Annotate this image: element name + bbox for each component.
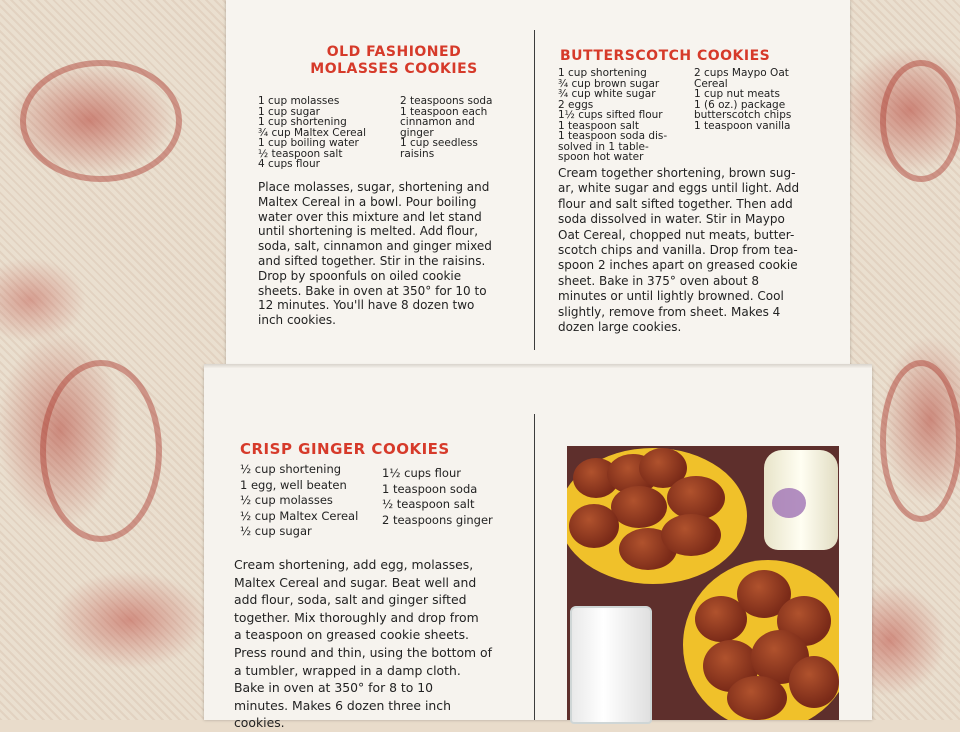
direction-line: a teaspoon on greased cookie sheets. xyxy=(234,627,469,643)
direction-line: add flour, soda, salt and ginger sifted xyxy=(234,592,467,608)
title-line: OLD FASHIONED xyxy=(326,44,462,60)
ingredient-line: raisins xyxy=(400,147,435,160)
butterscotch-ingredients-left xyxy=(558,68,667,163)
ingredient-line: solved in 1 table- xyxy=(558,140,649,153)
ingredient-line: ½ cup shortening xyxy=(240,462,342,476)
ingredient-line: 1½ cups flour xyxy=(382,466,461,480)
ingredient-line: 1 teaspoon vanilla xyxy=(694,119,791,132)
direction-line: Bake in oven at 350° for 8 to 10 xyxy=(234,680,434,696)
fabric-motif xyxy=(20,60,182,182)
butterscotch-recipe-title: BUTTERSCOTCH COOKIES xyxy=(560,48,771,64)
ingredient-line: ½ cup molasses xyxy=(240,493,333,507)
molasses-recipe-title xyxy=(300,44,488,78)
direction-line: scotch chips and vanilla. Drop from tea- xyxy=(558,243,798,258)
direction-line: Drop by spoonfuls on oiled cookie xyxy=(258,268,462,283)
ingredient-line: 1 teaspoon salt xyxy=(558,119,639,132)
direction-line: slightly, remove from sheet. Makes 4 xyxy=(558,304,781,319)
cookie xyxy=(789,656,839,708)
ginger-ingredients-right xyxy=(382,466,493,528)
fabric-motif xyxy=(880,360,960,522)
ginger-recipe-title: CRISP GINGER COOKIES xyxy=(240,440,450,458)
ingredient-line: ½ cup Maltex Cereal xyxy=(240,508,359,523)
molasses-directions xyxy=(258,180,492,328)
direction-line: dozen large cookies. xyxy=(558,320,682,335)
ingredient-line: ¾ cup brown sugar xyxy=(558,77,660,90)
direction-line: sheet. Bake in 375° oven about 8 xyxy=(558,273,760,288)
fabric-motif xyxy=(880,60,960,182)
ingredient-line: ¾ cup white sugar xyxy=(558,88,656,100)
direction-line: soda dissolved in water. Stir in Maypo xyxy=(558,212,785,227)
ingredient-line: 1 cup boiling water xyxy=(258,137,359,149)
direction-line: flour and salt sifted together. Then add xyxy=(558,196,793,211)
ingredient-line: 1 teaspoon soda dis- xyxy=(558,130,668,142)
ginger-ingredients-left xyxy=(240,462,358,540)
direction-line: ar, white sugar and eggs until light. Add xyxy=(558,181,800,196)
ginger-directions xyxy=(234,556,492,732)
ingredient-line: ¾ cup Maltex Cereal xyxy=(258,126,366,139)
ingredient-line: 1 (6 oz.) package xyxy=(694,98,786,111)
direction-line: Oat Cereal, chopped nut meats, butter- xyxy=(558,227,795,242)
direction-line: sheets. Bake in oven at 350° for 10 to xyxy=(258,283,487,298)
ingredient-line: cinnamon and xyxy=(400,116,475,128)
ingredient-line: ½ teaspoon salt xyxy=(382,497,475,511)
ingredient-line: 2 eggs xyxy=(558,98,594,111)
direction-line: water over this mixture and let stand xyxy=(258,209,482,224)
ingredient-line: 1 teaspoon each xyxy=(400,105,488,118)
column-divider-top xyxy=(534,30,535,350)
direction-line: inch cookies. xyxy=(258,313,336,328)
ingredient-line: 1 egg, well beaten xyxy=(240,477,347,492)
ingredient-line: 4 cups flour xyxy=(258,158,320,170)
ingredient-line: 1½ cups sifted flour xyxy=(558,109,663,121)
ingredient-line: ½ teaspoon salt xyxy=(258,147,343,160)
ingredient-line: ½ cup sugar xyxy=(240,524,312,538)
cookie xyxy=(727,676,787,720)
direction-line: spoon 2 inches apart on greased cookie xyxy=(558,258,798,273)
direction-line: minutes. Makes 6 dozen three inch xyxy=(234,697,451,713)
ingredient-line: 2 teaspoons ginger xyxy=(382,512,493,527)
ingredient-line: 2 cups Maypo Oat xyxy=(694,67,789,79)
ingredient-line: 1 teaspoon soda xyxy=(382,481,478,496)
direction-line: together. Mix thoroughly and drop from xyxy=(234,609,479,625)
direction-line: cookies. xyxy=(234,715,285,731)
direction-line: 12 minutes. You'll have 8 dozen two xyxy=(258,298,475,313)
fabric-motif xyxy=(40,360,162,542)
ingredient-line: 2 teaspoons soda xyxy=(400,95,493,107)
direction-line: Press round and thin, using the bottom of xyxy=(234,644,492,660)
column-divider-bottom xyxy=(534,414,535,720)
cookie xyxy=(611,486,667,528)
direction-line: Cream together shortening, brown sug- xyxy=(558,166,796,180)
direction-line: Cream shortening, add egg, molasses, xyxy=(234,557,474,572)
milk-glass xyxy=(570,606,652,724)
direction-line: minutes or until lightly browned. Cool xyxy=(558,289,784,304)
direction-line: until shortening is melted. Add flour, xyxy=(258,224,479,239)
direction-line: Maltex Cereal and sugar. Beat well and xyxy=(234,574,477,590)
ingredient-line: 1 cup seedless xyxy=(400,137,478,149)
ingredient-line: 1 cup shortening xyxy=(558,67,647,79)
butterscotch-ingredients-right xyxy=(694,68,791,131)
direction-line: and sifted together. Stir in the raisins. xyxy=(258,253,486,268)
ingredient-line: 1 cup molasses xyxy=(258,95,340,107)
ingredient-line: Cereal xyxy=(694,77,728,90)
ingredient-line: 1 cup shortening xyxy=(258,116,347,128)
cookie xyxy=(569,504,619,548)
ingredient-line: ginger xyxy=(400,126,434,139)
butterscotch-directions xyxy=(558,166,799,335)
direction-line: Maltex Cereal in a bowl. Pour boiling xyxy=(258,194,477,209)
direction-line: Place molasses, sugar, shortening and xyxy=(258,180,490,194)
ingredient-line: 1 cup nut meats xyxy=(694,88,780,100)
ingredient-line: 1 cup sugar xyxy=(258,105,320,118)
molasses-ingredients-right xyxy=(400,96,492,159)
title-line: MOLASSES COOKIES xyxy=(310,61,478,77)
flower-decoration xyxy=(772,488,806,518)
ingredient-line: spoon hot water xyxy=(558,151,644,163)
cookie xyxy=(661,514,721,556)
ingredient-line: butterscotch chips xyxy=(694,109,792,121)
paper-fold xyxy=(204,364,872,368)
molasses-ingredients-left xyxy=(258,96,366,170)
direction-line: a tumbler, wrapped in a damp cloth. xyxy=(234,662,461,678)
direction-line: soda, salt, cinnamon and ginger mixed xyxy=(258,239,492,254)
